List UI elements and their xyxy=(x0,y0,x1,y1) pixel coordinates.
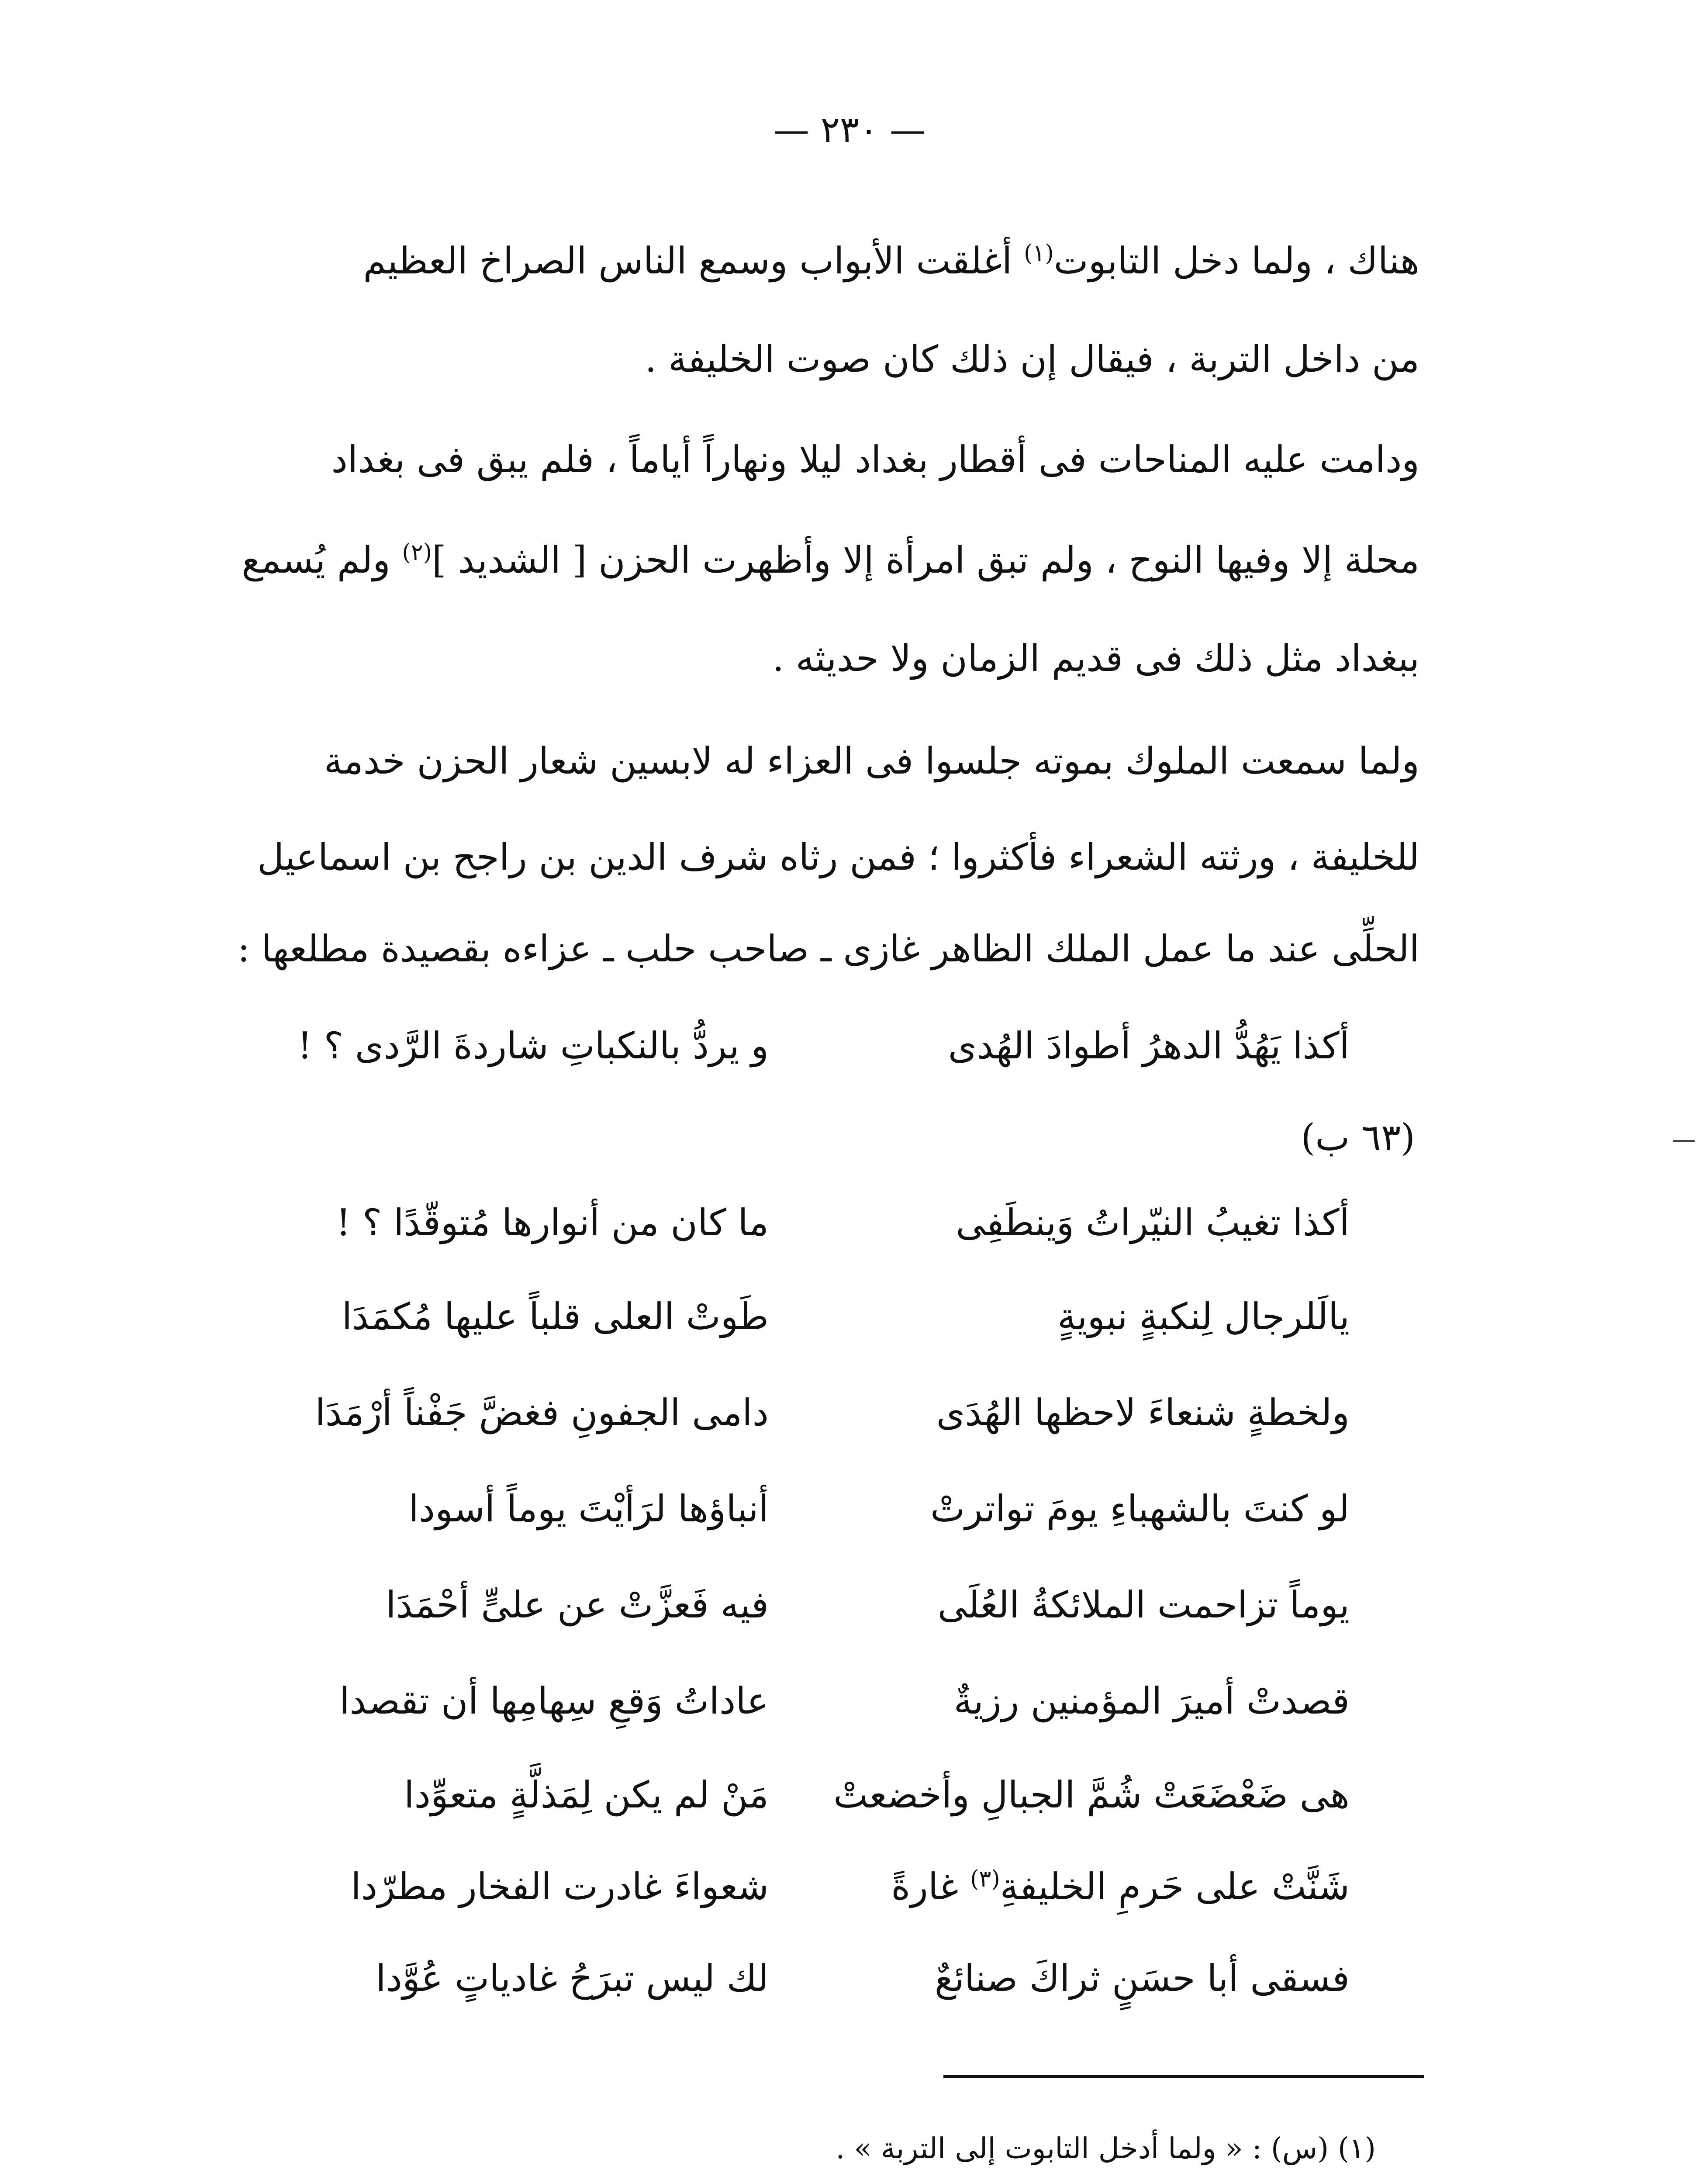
text-line xyxy=(242,539,1419,581)
verse-first-hemistich xyxy=(891,1865,1350,1908)
verse-second-hemistich: شعواءَ غادرت الفخار مطرّدا xyxy=(351,1865,769,1908)
verse-second-hemistich: مَنْ لم يكن لِمَذلَّةٍ متعوِّدا xyxy=(404,1773,769,1816)
verse-second-hemistich: أنباؤها لرَأيْتَ يوماً أسودا xyxy=(408,1487,769,1530)
text-segment: شَنَّتْ على حَرمِ الخليفةِ xyxy=(1000,1865,1350,1908)
verse-line xyxy=(0,1583,1699,1636)
folio-marker: (٦٣ ب) xyxy=(1301,1116,1415,1159)
verse-line xyxy=(0,1201,1699,1254)
footnote-reference: (٢) xyxy=(402,539,432,566)
verse-line xyxy=(0,1865,1699,1918)
verse-first-hemistich: أكذا يَهُدُّ الدهرُ أطوادَ الهُدى xyxy=(948,1024,1350,1067)
verse-line xyxy=(0,1957,1699,2009)
verse-line xyxy=(0,1391,1699,1444)
margin-mark xyxy=(1673,1140,1695,1142)
page-number: — ٢٣٠ — xyxy=(773,109,926,151)
verse-first-hemistich: هى ضَعْضَعَتْ شُمَّ الجبالِ وأخضعتْ xyxy=(833,1773,1350,1816)
verse-line xyxy=(0,1024,1699,1077)
text-line: ولما سمعت الملوك بموته جلسوا فى العزاء له لابسين شعار الحزن خدمة xyxy=(324,740,1419,782)
verse-second-hemistich: ما كان من أنوارها مُتوقّدًا ؟ ! xyxy=(336,1201,769,1244)
text-segment: ولم يُسمع xyxy=(242,539,390,581)
verse-second-hemistich: عاداتُ وَقعِ سِهامِها أن تقصدا xyxy=(339,1679,769,1722)
verse-first-hemistich: أكذا تغيبُ النيّراتُ وَينطَفِى xyxy=(956,1201,1350,1244)
footnote-reference: (١) xyxy=(1024,240,1054,266)
text-segment: غارةً xyxy=(891,1865,959,1908)
text-line: ببغداد مثل ذلك فى قديم الزمان ولا حديثه . xyxy=(772,637,1419,680)
verse-second-hemistich: لك ليس تبرَحُ غادياتٍ عُوَّدا xyxy=(376,1957,769,2000)
verse-second-hemistich: دامى الجفونِ فغضَّ جَفْناً أرْمَدَا xyxy=(315,1391,769,1434)
text-segment: أغلقت الأبواب وسمع الناس الصراخ العظيم xyxy=(363,239,1012,282)
verse-second-hemistich: طَوتْ العلى قلباً عليها مُكمَدَا xyxy=(342,1295,769,1338)
verse-second-hemistich: فيه فَعزَّتْ عن علىٍّ أحْمَدَا xyxy=(386,1583,769,1626)
text-line: ودامت عليه المناحات فى أقطار بغداد ليلا ونهاراً أياماً ، فلم يبق فى بغداد xyxy=(331,438,1419,481)
verse-line xyxy=(0,1773,1699,1826)
text-segment: محلة إلا وفيها النوح ، ولم تبق امرأة إلا وأظهرت الحزن [ الشديد ] xyxy=(432,539,1419,581)
verse-first-hemistich: فسقى أبا حسَنٍ ثراكَ صنائعٌ xyxy=(934,1957,1350,2000)
verse-second-hemistich: و يردُّ بالنكباتِ شاردةَ الرَّدى ؟ ! xyxy=(297,1024,769,1067)
text-line: من داخل التربة ، فيقال إن ذلك كان صوت الخليفة . xyxy=(645,338,1419,380)
verse-first-hemistich: قصدتْ أميرَ المؤمنين رزيةٌ xyxy=(953,1679,1350,1722)
verse-line xyxy=(0,1679,1699,1732)
verse-line xyxy=(0,1295,1699,1348)
text-segment: هناك ، ولما دخل التابوت xyxy=(1053,239,1419,282)
verse-first-hemistich: ولخطةٍ شنعاءَ لاحظها الهُدَى xyxy=(936,1391,1350,1434)
verse-first-hemistich: لو كنتَ بالشهباءِ يومَ تواترتْ xyxy=(930,1487,1350,1530)
verse-first-hemistich: يالَلرجال لِنكبةٍ نبويةٍ xyxy=(1057,1295,1350,1338)
verse-line xyxy=(0,1487,1699,1540)
text-line xyxy=(275,239,1419,282)
text-line: الحلِّى عند ما عمل الملك الظاهر غازى ـ صاحب حلب ـ عزاءه بقصيدة مطلعها : xyxy=(237,927,1419,970)
text-line: للخليفة ، ورثته الشعراء فأكثروا ؛ فمن رثاه شرف الدين بن راجح بن اسماعيل xyxy=(257,836,1419,878)
verse-first-hemistich: يوماً تزاحمت الملائكةُ العُلَى xyxy=(937,1583,1350,1626)
footnote-divider xyxy=(943,2075,1424,2078)
footnote-reference: (٣) xyxy=(970,1866,1000,1892)
footnote: (١) (س) : « ولما أدخل التابوت إلى التربة » . xyxy=(836,2132,1376,2165)
